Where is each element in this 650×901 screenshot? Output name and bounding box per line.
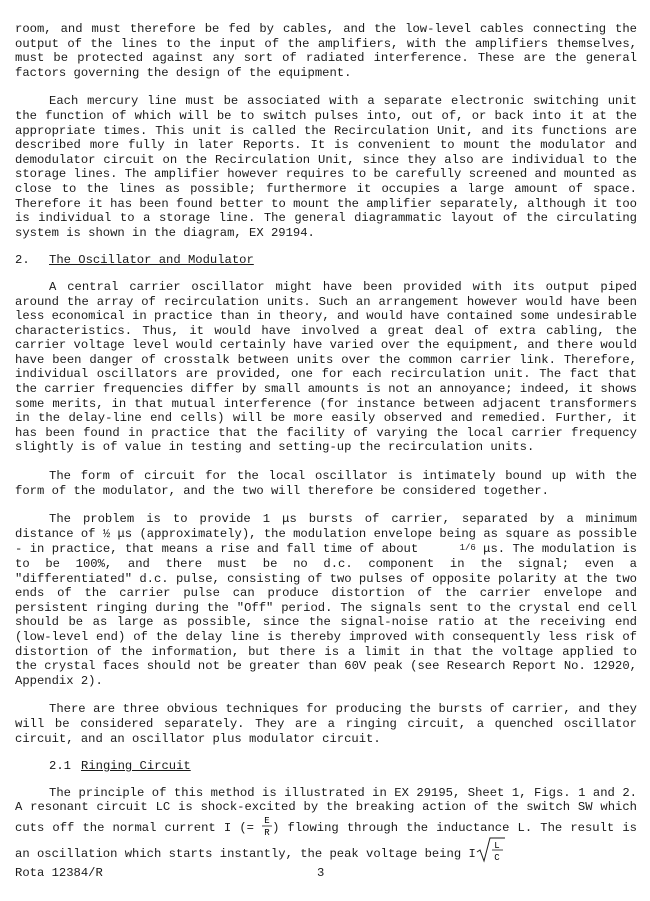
problem-text-2: μs (approximately), the modulation envelope being as square as possible - in practice, that means a rise and fall time of about [15,526,638,557]
paragraph-ringing-circuit [15,786,637,863]
subsection-title: Ringing Circuit [81,759,191,774]
page-number: 3 [317,866,325,880]
fraction-numerator: E [264,815,270,826]
fraction-denominator: R [264,827,270,837]
paragraph-problem [15,512,637,688]
document-page [15,22,637,863]
sqrt-numerator: L [494,840,500,851]
sqrt-l-over-c [476,837,506,863]
paragraph-intro: room, and must therefore be fed by cables, and the low-level cables connecting the output of the lines to the input of the amplifiers, with the amplifiers themselves, must be protected against any sort of radiated interference. These are the general factors governing the design of the equipment. [15,22,637,80]
fraction-e-over-r [262,815,272,837]
sqrt-denominator: C [494,852,500,863]
report-reference: Rota 12384/R [15,866,103,880]
ringing-text-1: The principle of this method is illustrated in EX 29195, Sheet 1, Figs. 1 and 2. A resonant circuit LC is shock-excited by the breaking action of the switch SW which cuts off the normal current I (= [15,785,637,835]
sqrt-sign [477,838,505,861]
section-title: The Oscillator and Modulator [49,253,254,268]
paragraph-techniques: There are three obvious techniques for producing the bursts of carrier, and they will be considered separately. They are a ringing circuit, a quenched oscillator circuit, and an oscillator plus modulator circuit. [15,702,637,746]
fraction-one-sixth: 1/6 [459,543,476,554]
fraction-half: ½ [102,526,111,541]
section-heading-2-1 [15,759,637,774]
problem-text-3: μs. The modulation is to be 100%, and there must be no d.c. component in the signal; even a "differentiated" d.c. pulse, consisting of two pulses of opposite polarity at the two ends of the carrier pulse can produce distortion of the carrier envelope and persistent ringing during the "Off" period. The signals sent to the crystal end cell should be as large as possible, since the signal-noise ratio at the receiving end (low-level end) of the delay line is thereby improved with consequently less risk of distortion of the information, but there is a limit in that the voltage applied to the crystal faces should not be greater than 60V peak (see Research Report No. 12920, Appendix 2). [15,542,637,688]
problem-text-1: The problem is to provide 1 μs bursts of carrier, separated by a minimum distance of [15,512,637,541]
paragraph-central-oscillator: A central carrier oscillator might have been provided with its output piped around the array of recirculation units. Such an arrangement however would have been less economical in practice than in theory, and would have contained some undesirable characteristics. Thus, it would have involved a great deal of extra cabling, the carrier voltage level would certainly have varied over the equipment, and there would have been danger of crosstalk between units over the common carrier link. Therefore, individual oscillators are provided, one for each recirculation unit. The fact that the carrier frequencies differ by small amounts is not an annoyance; indeed, it shows some merits, in that mutual interference (for instance between adjacent transformers in the delay-line end cells) will be more easily observed and remedied. Further, it has been found in practice that the facility of varying the local carrier frequency slightly is of value in testing and setting-up the recirculation units. [15,279,637,455]
paragraph-recirculation-unit: Each mercury line must be associated with a separate electronic switching unit the function of which will be to switch pulses into, out of, or back into it at the appropriate times. This unit is called the Recirculation Unit, and its functions are described more fully in later Reports. It is convenient to mount the modulator and demodulator circuit on the Recirculation Unit, since they also are individual to the storage lines. The amplifier however requires to be carefully screened and mounted as close to the lines as possible; furthermore it occupies a large amount of space. Therefore it has been found better to mount the amplifier separately, although it too is individual to a storage line. The general diagrammatic layout of the circulating system is shown in the diagram, EX 29194. [15,94,637,240]
section-number: 2. [15,253,30,268]
section-heading-2 [15,253,637,268]
ringing-text-2: ) flowing through the inductance L. The result is an oscillation which starts instantly, the peak voltage being I [15,820,637,861]
paragraph-form-of-circuit: The form of circuit for the local oscillator is intimately bound up with the form of the modulator, and the two will therefore be considered together. [15,469,637,498]
subsection-number: 2.1 [49,759,71,774]
